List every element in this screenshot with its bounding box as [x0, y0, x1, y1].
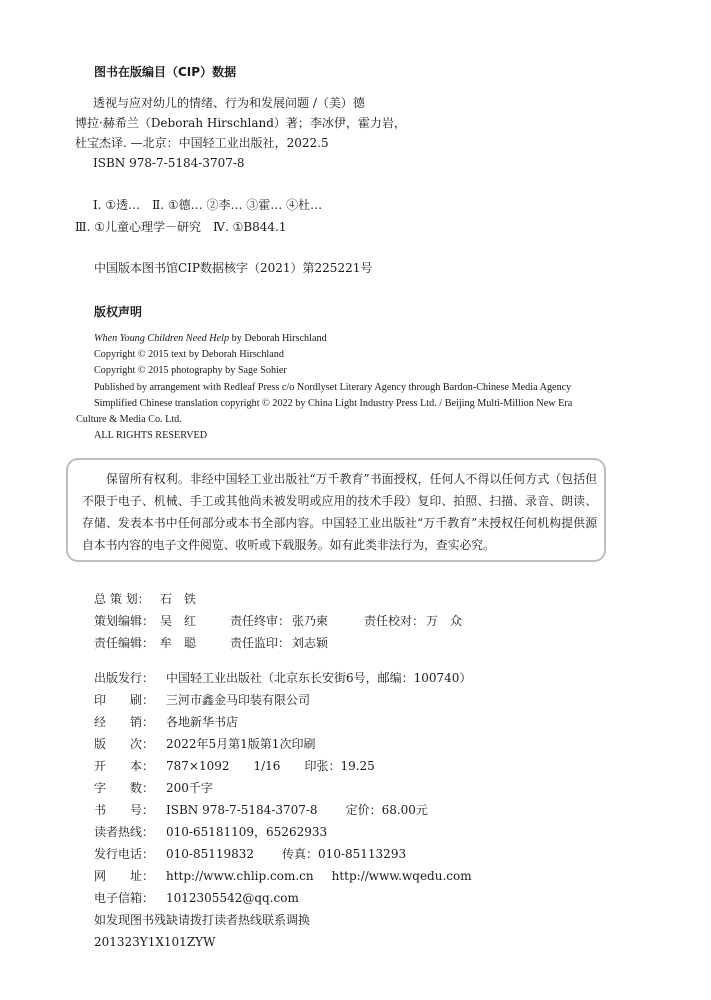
pub-row — [94, 843, 472, 865]
pub-label: 字 数： — [94, 781, 155, 795]
cip-verify-number: 中国版本图书馆CIP数据核字（2021）第225221号 — [94, 261, 373, 275]
original-byline: by Deborah Hirschland — [229, 333, 327, 344]
cip-line-1: 透视与应对幼儿的情绪、行为和发展问题 /（美）德 — [93, 96, 365, 110]
supervisor-name: 刘志颖 — [292, 636, 329, 650]
pub-label: 出版发行： — [94, 671, 155, 685]
resp-editor-name: 牟 聪 — [160, 636, 197, 650]
cip-index-line-1: Ⅰ. ①透… Ⅱ. ①德… ②李… ③霍… ④杜… — [93, 198, 323, 212]
cip-entry — [75, 93, 406, 173]
editor-label: 策划编辑： — [94, 614, 155, 628]
pub-label: 发行电话： — [94, 847, 155, 861]
pub-value: 各地新华书店 — [166, 715, 239, 729]
pub-value: 2022年5月第1版第1次印刷 — [166, 737, 316, 751]
pub-value: 010-65181109，65262933 — [166, 825, 328, 839]
price: 定价：68.00元 — [345, 803, 428, 817]
pub-value: ISBN 978-7-5184-3707-8 — [166, 803, 318, 817]
pub-label: 印 刷： — [94, 693, 155, 707]
translation-copyright: Simplified Chinese translation copyright © 2022 by China Light Industry Press Ltd. / Beijing Multi-Million New Era — [94, 397, 573, 409]
fax: 传真：010-85113293 — [282, 847, 407, 861]
pub-value: 三河市鑫金马印装有限公司 — [166, 693, 311, 707]
original-book-title: When Young Children Need Help — [94, 333, 230, 344]
pub-row — [94, 667, 472, 689]
pub-label: 经 销： — [94, 715, 155, 729]
pub-label: 电子信箱： — [94, 891, 155, 905]
pub-value: 010-85119832 — [166, 847, 255, 861]
pub-row — [94, 733, 472, 755]
copyright-heading: 版权声明 — [94, 305, 143, 319]
publication-arrangement: Published by arrangement with Redleaf Press c/o Nordlyset Literary Agency through Bardon-Chinese Media Agency — [94, 381, 572, 393]
pub-label: 网 址： — [94, 869, 155, 883]
pub-value: 200千字 — [166, 781, 213, 795]
text-copyright: Copyright © 2015 text by Deborah Hirschland — [94, 349, 284, 361]
pub-row — [94, 887, 472, 909]
cip-isbn: ISBN 978-7-5184-3707-8 — [93, 156, 245, 170]
cip-line-2: 博拉·赫希兰（Deborah Hirschland）著；李冰伊，霍力岩， — [75, 116, 406, 130]
resp-editor-label: 责任编辑： — [94, 636, 155, 650]
pub-row — [94, 777, 472, 799]
rights-notice-text: 保留所有权利。非经中国轻工业出版社“万千教育”书面授权，任何人不得以任何方式（包括但不限于电子、机械、手工或其他尚未被发明或应用的技术手段）复印、拍照、扫描、录音、朗读、存储、发表本书中任何部分或本书全部内容。中国轻工业出版社“万千教育”未授权任何机构提供源自本书内容的电子文件阅览、收听或下载服务。如有此类非法行为，查实必究。 — [82, 472, 597, 552]
final-review-name: 张乃柬 — [292, 614, 329, 628]
copyright-statement — [76, 331, 636, 444]
planner-name: 石 铁 — [160, 592, 197, 606]
cip-heading: 图书在版编目（CIP）数据 — [94, 65, 237, 79]
cip-index — [75, 194, 322, 238]
website-link-2: http://www.wqedu.com — [331, 869, 472, 883]
publication-details — [94, 667, 472, 953]
pub-value: 中国轻工业出版社（北京东长安街6号，邮编：100740） — [166, 671, 472, 685]
print-code: 201323Y1X101ZYW — [94, 935, 216, 949]
pub-label: 版 次： — [94, 737, 155, 751]
pub-label: 读者热线： — [94, 825, 155, 839]
final-review-label: 责任终审： — [230, 614, 291, 628]
website-link: http://www.chlip.com.cn — [166, 869, 314, 883]
pub-row — [94, 821, 472, 843]
all-rights-reserved: ALL RIGHTS RESERVED — [94, 430, 208, 442]
pub-value: 787×1092 1/16 印张：19.25 — [166, 759, 375, 773]
cip-line-3: 杜宝杰译. —北京：中国轻工业出版社，2022.5 — [75, 136, 329, 150]
supervisor-label: 责任监印： — [230, 636, 291, 650]
pub-row — [94, 689, 472, 711]
translation-copyright-cont: Culture & Media Co. Ltd. — [76, 414, 182, 426]
pub-label: 书 号： — [94, 803, 155, 817]
pub-row — [94, 799, 472, 821]
pub-row — [94, 865, 472, 887]
defect-note: 如发现图书残缺请拨打读者热线联系调换 — [94, 913, 311, 927]
cip-index-line-2: Ⅲ. ①儿童心理学－研究 Ⅳ. ①B844.1 — [75, 220, 287, 234]
original-title-line — [76, 331, 636, 347]
proof-label: 责任校对： — [364, 614, 425, 628]
email-address: 1012305542@qq.com — [166, 891, 299, 905]
editor-name: 吴 红 — [160, 614, 197, 628]
proof-name: 万 众 — [426, 614, 463, 628]
pub-row — [94, 711, 472, 733]
photo-copyright: Copyright © 2015 photography by Sage Sohier — [94, 365, 287, 377]
pub-row — [94, 755, 472, 777]
planner-label: 总 策 划： — [94, 592, 150, 606]
pub-label: 开 本： — [94, 759, 155, 773]
